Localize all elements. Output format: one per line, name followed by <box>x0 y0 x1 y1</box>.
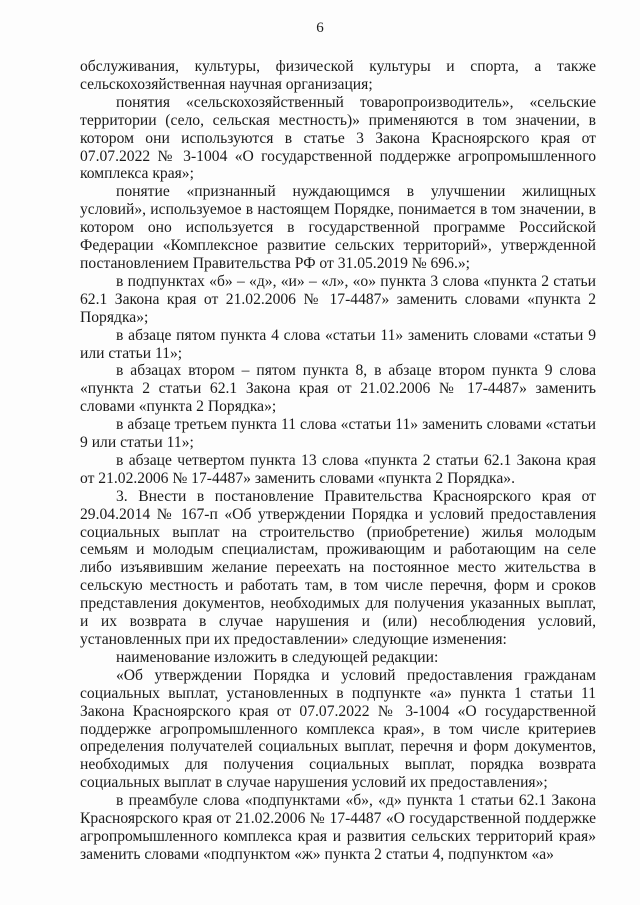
paragraph: наименование изложить в следующей редакции: <box>116 648 439 666</box>
paragraph: «Об утверждении Порядка и условий предоставления гражданам социальных выплат, установленных в подпункте «а» пункта 1 статьи 11 Закона Красноярского края от 07.07.2022 № 3-1004 «О государственной поддержке агропромышленного комплекса края», в том числе критериев определения получателей социальных выплат, перечня и форм документов, необходимых для получения социальных выплат, порядка возврата социальных выплат в случае нарушения условий их предоставления»; <box>80 666 596 792</box>
paragraph: в абзацах втором – пятом пункта 8, в абзаце втором пункта 9 слова «пункта 2 статьи 62.1 Закона края от 21.02.2006 № 17-4487» заменить словами «пункта 2 Порядка»; <box>80 362 596 416</box>
paragraph: в преамбуле слова «подпунктами «б», «д» пункта 1 статьи 62.1 Закона Красноярского края от 21.02.2006 № 17-4487 «О государственной поддержке агропромышленного комплекса края и развития сельских территорий края» заменить словами «подпунктом «ж» пункта 2 статьи 4, подпунктом «а» <box>80 792 596 863</box>
paragraph: в абзаце четвертом пункта 13 слова «пункта 2 статьи 62.1 Закона края от 21.02.2006 № 17-4487» заменить словами «пункта 2 Порядка». <box>80 451 596 487</box>
document-body <box>80 58 596 864</box>
paragraph: обслуживания, культуры, физической культуры и спорта, а также сельскохозяйственная научная организация; <box>80 58 596 93</box>
paragraph: в абзаце третьем пункта 11 слова «статьи 11» заменить словами «статьи 9 или статьи 11»; <box>80 416 596 452</box>
paragraph: понятия «сельскохозяйственный товаропроизводитель», «сельские территории (село, сельская местность)» применяются в том значении, в котором они используются в статье 3 Закона Красноярского края от 07.07.2022 № 3-1004 «О государственной поддержке агропромышленного комплекса края»; <box>80 93 596 183</box>
paragraph: 3. Внести в постановление Правительства Красноярского края от 29.04.2014 № 167-п «Об утверждении Порядка и условий предоставления социальных выплат на строительство (приобретение) жилья молодым семьям и молодым специалистам, проживающим и работающим на селе либо изъявившим желание переехать на постоянное место жительства в сельскую местность и работать там, в том числе перечня, форм и сроков представления документов, необходимых для получения указанных выплат, и их возврата в случае нарушения и (или) несоблюдения условий, установленных при их предоставлении» следующие изменения: <box>80 487 596 648</box>
page-number: 6 <box>316 20 324 36</box>
paragraph: понятие «признанный нуждающимся в улучшении жилищных условий», используемое в настоящем Порядке, понимается в том значении, в котором оно используется в государственной программе Российской Федерации «Комплексное развитие сельских территорий», утвержденной постановлением Правительства РФ от 31.05.2019 № 696.»; <box>80 183 596 272</box>
paragraph: в абзаце пятом пункта 4 слова «статьи 11» заменить словами «статьи 9 или статьи 11»; <box>80 326 596 362</box>
paragraph: в подпунктах «б» – «д», «и» – «л», «о» пункта 3 слова «пункта 2 статьи 62.1 Закона края от 21.02.2006 № 17-4487» заменить словами «пункта 2 Порядка»; <box>80 272 596 326</box>
